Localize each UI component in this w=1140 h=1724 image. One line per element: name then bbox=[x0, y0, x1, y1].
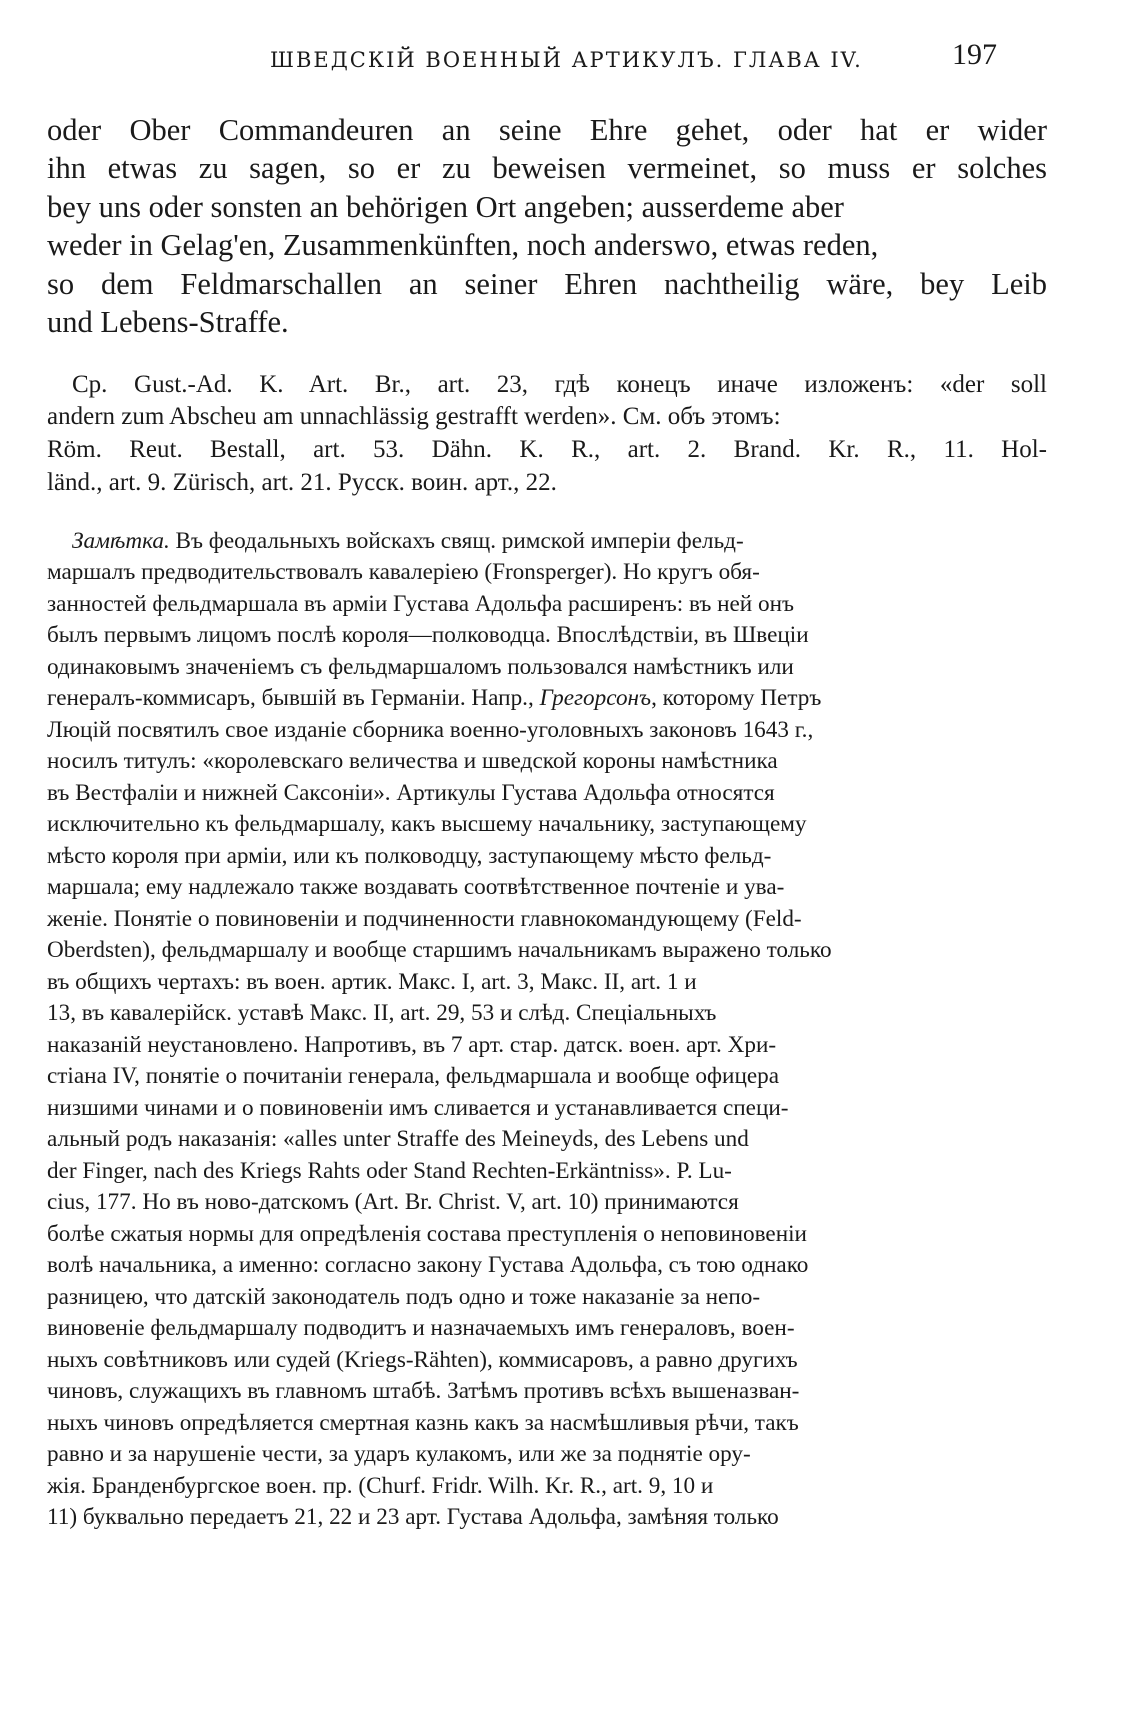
text-line: альный родъ наказанія: «alles unter Straffe des Meineyds, des Lebens und bbox=[47, 1126, 749, 1152]
text-line: Ср. Gust.-Ad. K. Art. Br., art. 23, гдѣ конецъ иначе изложенъ: «der soll bbox=[72, 371, 1047, 398]
text-line: so dem Feldmarschallen an seiner Ehren nachtheilig wäre, bey Leib bbox=[47, 267, 1047, 301]
text-line: Röm. Reut. Bestall, art. 53. Dähn. K. R., art. 2. Brand. Kr. R., 11. Hol- bbox=[47, 436, 1047, 463]
text-line: одинаковымъ значеніемъ съ фельдмаршаломъ пользовался намѣстникъ или bbox=[47, 654, 794, 680]
text-line: Люцій посвятилъ свое изданіе сборника военно-уголовныхъ законовъ 1643 г., bbox=[47, 717, 814, 743]
page-number: 197 bbox=[952, 38, 997, 71]
text-line: въ общихъ чертахъ: въ воен. артик. Макс. I, art. 3, Макс. II, art. 1 и bbox=[47, 969, 697, 995]
text-line: въ Вестфаліи и нижней Саксоніи». Артикулы Густава Адольфа относятся bbox=[47, 780, 775, 806]
text-line: равно и за нарушеніе чести, за ударъ кулакомъ, или же за поднятіе ору- bbox=[47, 1441, 751, 1467]
text-line: волѣ начальника, а именно: согласно закону Густава Адольфа, съ тою однако bbox=[47, 1252, 809, 1278]
text-line: чиновъ, служащихъ въ главномъ штабѣ. Затѣмъ противъ всѣхъ вышеназван- bbox=[47, 1378, 800, 1404]
text-line: былъ первымъ лицомъ послѣ короля—полководца. Впослѣдствіи, въ Швеціи bbox=[47, 622, 809, 648]
note-label: Замѣтка. bbox=[72, 528, 170, 554]
text-line: низшими чинами и о повиновеніи имъ сливается и устанавливается специ- bbox=[47, 1095, 789, 1121]
text-line: маршала; ему надлежало также воздавать соотвѣтственное почтеніе и ува- bbox=[47, 874, 785, 900]
text-line: наказаній неустановлено. Напротивъ, въ 7 арт. стар. датск. воен. арт. Хри- bbox=[47, 1032, 777, 1058]
note-text: , которому Петръ bbox=[651, 685, 822, 711]
text-line: 13, въ кавалерійск. уставѣ Макс. II, art. 29, 53 и слѣд. Спеціальныхъ bbox=[47, 1000, 717, 1026]
text-line: und Lebens-Straffe. bbox=[47, 305, 289, 339]
running-title: ШВЕДСКІЙ ВОЕННЫЙ АРТИКУЛЪ. ГЛАВА IV. bbox=[270, 48, 863, 72]
text-line: исключительно къ фельдмаршалу, какъ высшему начальнику, заступающему bbox=[47, 811, 807, 837]
note-first-line bbox=[72, 527, 744, 555]
text-line: oder Ober Commandeuren an seine Ehre gehet, oder hat er wider bbox=[47, 113, 1047, 147]
text-line: 11) буквально передаетъ 21, 22 и 23 арт. Густава Адольфа, замѣняя только bbox=[47, 1504, 779, 1530]
note-line-with-name bbox=[47, 684, 821, 712]
text-line: Oberdsten), фельдмаршалу и вообще старшимъ начальникамъ выражено только bbox=[47, 937, 832, 963]
text-line: занностей фельдмаршала въ арміи Густава Адольфа расширенъ: въ ней онъ bbox=[47, 591, 795, 617]
text-line: виновеніе фельдмаршалу подводитъ и назначаемыхъ имъ генераловъ, воен- bbox=[47, 1315, 795, 1341]
text-line: andern zum Abscheu am unnachlässig gestrafft werden». См. объ этомъ: bbox=[47, 403, 781, 430]
emphasized-name: Грегорсонъ bbox=[539, 685, 652, 711]
note-text: генералъ-коммисаръ, бывшій въ Германіи. Напр., bbox=[47, 685, 534, 711]
text-line: der Finger, nach des Kriegs Rahts oder Stand Rechten-Erkäntniss». P. Lu- bbox=[47, 1158, 732, 1184]
text-line: länd., art. 9. Zürisch, art. 21. Русск. воин. арт., 22. bbox=[47, 469, 557, 496]
text-line: cius, 177. Но въ ново-датскомъ (Art. Br. Christ. V, art. 10) принимаются bbox=[47, 1189, 739, 1215]
text-line: стіана IV, понятіе о почитаніи генерала, фельдмаршала и вообще офицера bbox=[47, 1063, 780, 1089]
text-line: ныхъ совѣтниковъ или судей (Kriegs-Rähten), коммисаровъ, а равно другихъ bbox=[47, 1347, 798, 1373]
text-line: разницею, что датскій законодатель подъ одно и тоже наказаніе за непо- bbox=[47, 1284, 761, 1310]
text-line: болѣе сжатыя нормы для опредѣленія состава преступленія о неповиновеніи bbox=[47, 1221, 807, 1247]
text-line: женіе. Понятіе о повиновеніи и подчиненности главнокомандующему (Feld- bbox=[47, 906, 802, 932]
note-text: Въ феодальныхъ войскахъ свящ. римской имперіи фельд- bbox=[169, 528, 744, 554]
text-line: носилъ титулъ: «королевскаго величества и шведской короны намѣстника bbox=[47, 748, 778, 774]
text-line: weder in Gelag'en, Zusammenkünften, noch anderswo, etwas reden, bbox=[47, 228, 879, 262]
text-line: bey uns oder sonsten an behörigen Ort angeben; ausserdeme aber bbox=[47, 190, 844, 224]
running-head bbox=[0, 38, 1140, 78]
text-line: мѣсто короля при арміи, или къ полководцу, заступающему мѣсто фельд- bbox=[47, 843, 772, 869]
text-line: маршалъ предводительствовалъ кавалеріею (Fronsperger). Но кругъ обя- bbox=[47, 559, 760, 585]
text-line: ihn etwas zu sagen, so er zu beweisen vermeinet, so muss er solches bbox=[47, 151, 1047, 185]
text-line: жія. Бранденбургское воен. пр. (Churf. Fridr. Wilh. Kr. R., art. 9, 10 и bbox=[47, 1473, 714, 1499]
text-line: ныхъ чиновъ опредѣляется смертная казнь какъ за насмѣшливыя рѣчи, такъ bbox=[47, 1410, 799, 1436]
